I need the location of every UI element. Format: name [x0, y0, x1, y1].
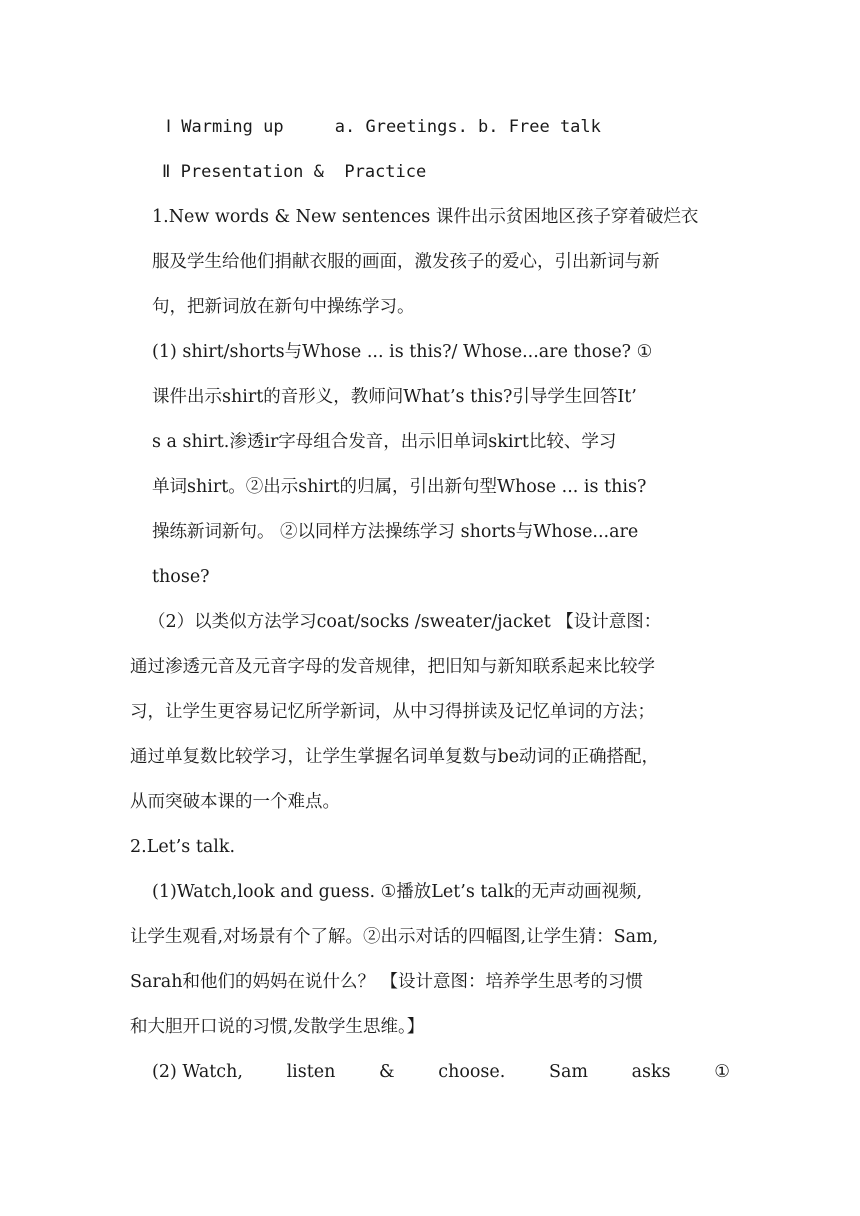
word: listen — [286, 1062, 336, 1082]
paragraph-line: (1)Watch,look and guess. ①播放Let’s talk的无声动画视频, — [152, 882, 643, 902]
word: asks — [631, 1062, 671, 1082]
word: choose. — [438, 1062, 506, 1082]
paragraph-line: 通过单复数比较学习，让学生掌握名词单复数与be动词的正确搭配， — [130, 747, 660, 767]
paragraph-line: those? — [152, 567, 210, 587]
paragraph-line-justified — [152, 1060, 730, 1084]
paragraph-line: （2）以类似方法学习coat/socks /sweater/jacket 【设计意图： — [148, 612, 662, 632]
heading-warming-up: Ⅰ Warming up a. Greetings. b. Free talk — [166, 117, 601, 137]
word: ① — [714, 1062, 730, 1082]
word: & — [379, 1062, 395, 1082]
paragraph-line: (1) shirt/shorts与Whose ... is this?/ Whose...are those? ① — [152, 342, 653, 362]
paragraph-line: 操练新词新句。 ②以同样方法操练学习 shorts与Whose...are — [152, 522, 639, 542]
heading-presentation-practice: Ⅱ Presentation & Practice — [162, 162, 427, 182]
paragraph-line: s a shirt.渗透ir字母组合发音，出示旧单词skirt比较、学习 — [152, 432, 617, 452]
paragraph-line: 习，让学生更容易记忆所学新词，从中习得拼读及记忆单词的方法； — [130, 702, 655, 722]
word: Sam — [548, 1062, 588, 1082]
paragraph-line: 句，把新词放在新句中操练学习。 — [152, 297, 415, 317]
paragraph-line: 通过渗透元音及元音字母的发音规律，把旧知与新知联系起来比较学 — [130, 657, 655, 677]
paragraph-line: 和大胆开口说的习惯,发散学生思维。】 — [130, 1017, 425, 1037]
paragraph-line: 从而突破本课的一个难点。 — [130, 792, 340, 812]
paragraph-line: 课件出示shirt的音形义，教师问What’s this?引导学生回答It’ — [152, 387, 637, 407]
paragraph-line: 单词shirt。②出示shirt的归属，引出新句型Whose ... is this? — [152, 477, 647, 497]
word: (2) Watch, — [152, 1062, 243, 1082]
section-heading-lets-talk: 2.Let’s talk. — [130, 837, 236, 857]
paragraph-line: 让学生观看,对场景有个了解。②出示对话的四幅图,让学生猜：Sam, — [130, 927, 659, 947]
paragraph-line: 1.New words & New sentences 课件出示贫困地区孩子穿着破烂衣 — [152, 207, 699, 227]
paragraph-line: Sarah和他们的妈妈在说什么？ 【设计意图：培养学生思考的习惯 — [130, 972, 644, 992]
paragraph-line: 服及学生给他们捐献衣服的画面，激发孩子的爱心，引出新词与新 — [152, 252, 660, 272]
